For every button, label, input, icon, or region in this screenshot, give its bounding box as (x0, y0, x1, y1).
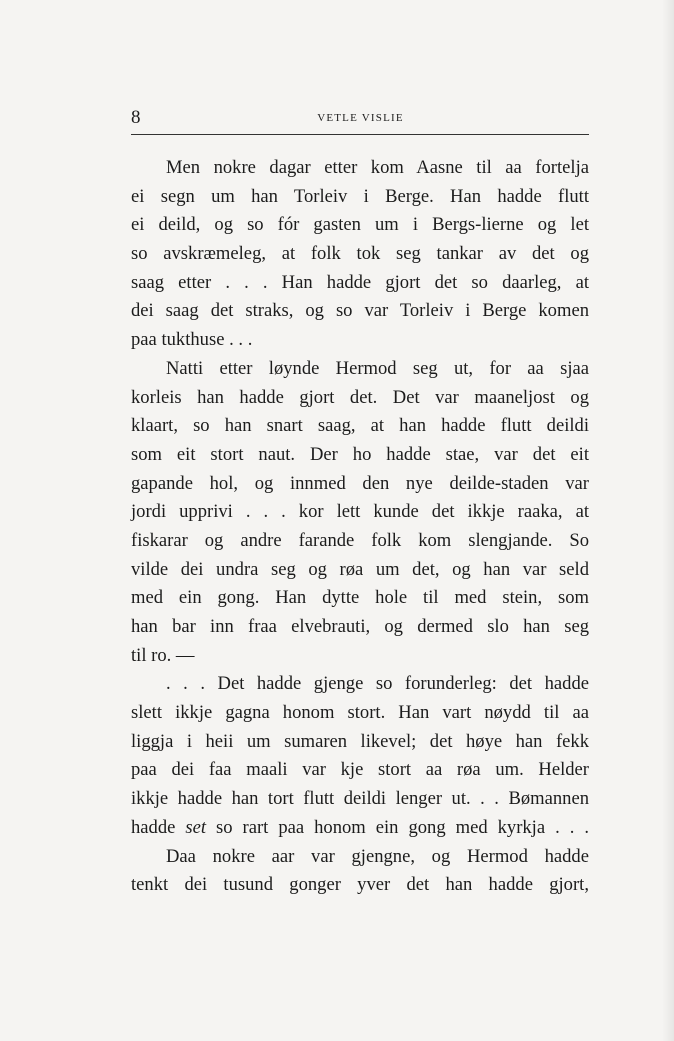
text-line: . . . Det hadde gjenge so forunderleg: det hadde (166, 673, 589, 695)
text-line: liggja i heii um sumaren likevel; det høye han fekk (131, 730, 589, 752)
text-line: tenkt dei tusund gonger yver det han hadde gjort, (131, 874, 589, 896)
text-line: Daa nokre aar var gjengne, og Hermod hadde (166, 845, 589, 867)
italic-word: set (185, 816, 207, 838)
header-rule (131, 134, 589, 135)
text-line: gapande hol, og innmed den nye deilde-staden var (131, 472, 589, 494)
text-line-italic-mixed (131, 814, 589, 843)
text-line: saag etter . . . Han hadde gjort det so daarleg, at (131, 271, 589, 293)
body-text (131, 154, 589, 900)
text-line: vilde dei undra seg og røa um det, og han var seld (131, 558, 589, 580)
page-edge-shadow (662, 0, 674, 1041)
text-line: Natti etter løynde Hermod seg ut, for aa sjaa (166, 357, 589, 379)
running-title: VETLE VISLIE (317, 112, 404, 124)
text-segment: hadde (131, 816, 186, 838)
text-line: fiskarar og andre farande folk kom slengjande. So (131, 529, 589, 551)
text-line: til ro. — (131, 644, 195, 666)
text-line: jordi upprivi . . . kor lett kunde det ikkje raaka, at (131, 501, 589, 523)
text-line: ei segn um han Torleiv i Berge. Han hadde flutt (131, 185, 589, 207)
text-line: klaart, so han snart saag, at han hadde flutt deildi (131, 415, 589, 437)
text-line: ei deild, og so fór gasten um i Bergs-lierne og let (131, 214, 589, 236)
text-line: so avskræmeleg, at folk tok seg tankar av det og (131, 243, 589, 265)
text-line: dei saag det straks, og so var Torleiv i Berge komen (131, 300, 589, 322)
text-line: paa dei faa maali var kje stort aa røa um. Helder (131, 759, 589, 781)
text-line: med ein gong. Han dytte hole til med stein, som (131, 587, 589, 609)
page-number: 8 (131, 107, 141, 128)
text-segment: so rart paa honom ein gong med kyrkja . . . (206, 816, 589, 838)
text-line: korleis han hadde gjort det. Det var maaneljost og (131, 386, 589, 408)
text-line: han bar inn fraa elvebrauti, og dermed slo han seg (131, 616, 589, 637)
text-line: slett ikkje gagna honom stort. Han vart nøydd til aa (131, 702, 589, 724)
text-line: Men nokre dagar etter kom Aasne til aa fortelja (166, 157, 589, 178)
page-header (131, 106, 590, 130)
text-line: ikkje hadde han tort flutt deildi lenger ut. . . Bømannen (131, 788, 589, 810)
text-line: som eit stort naut. Der ho hadde stae, var det eit (131, 443, 589, 465)
text-line: paa tukthuse . . . (131, 329, 253, 351)
